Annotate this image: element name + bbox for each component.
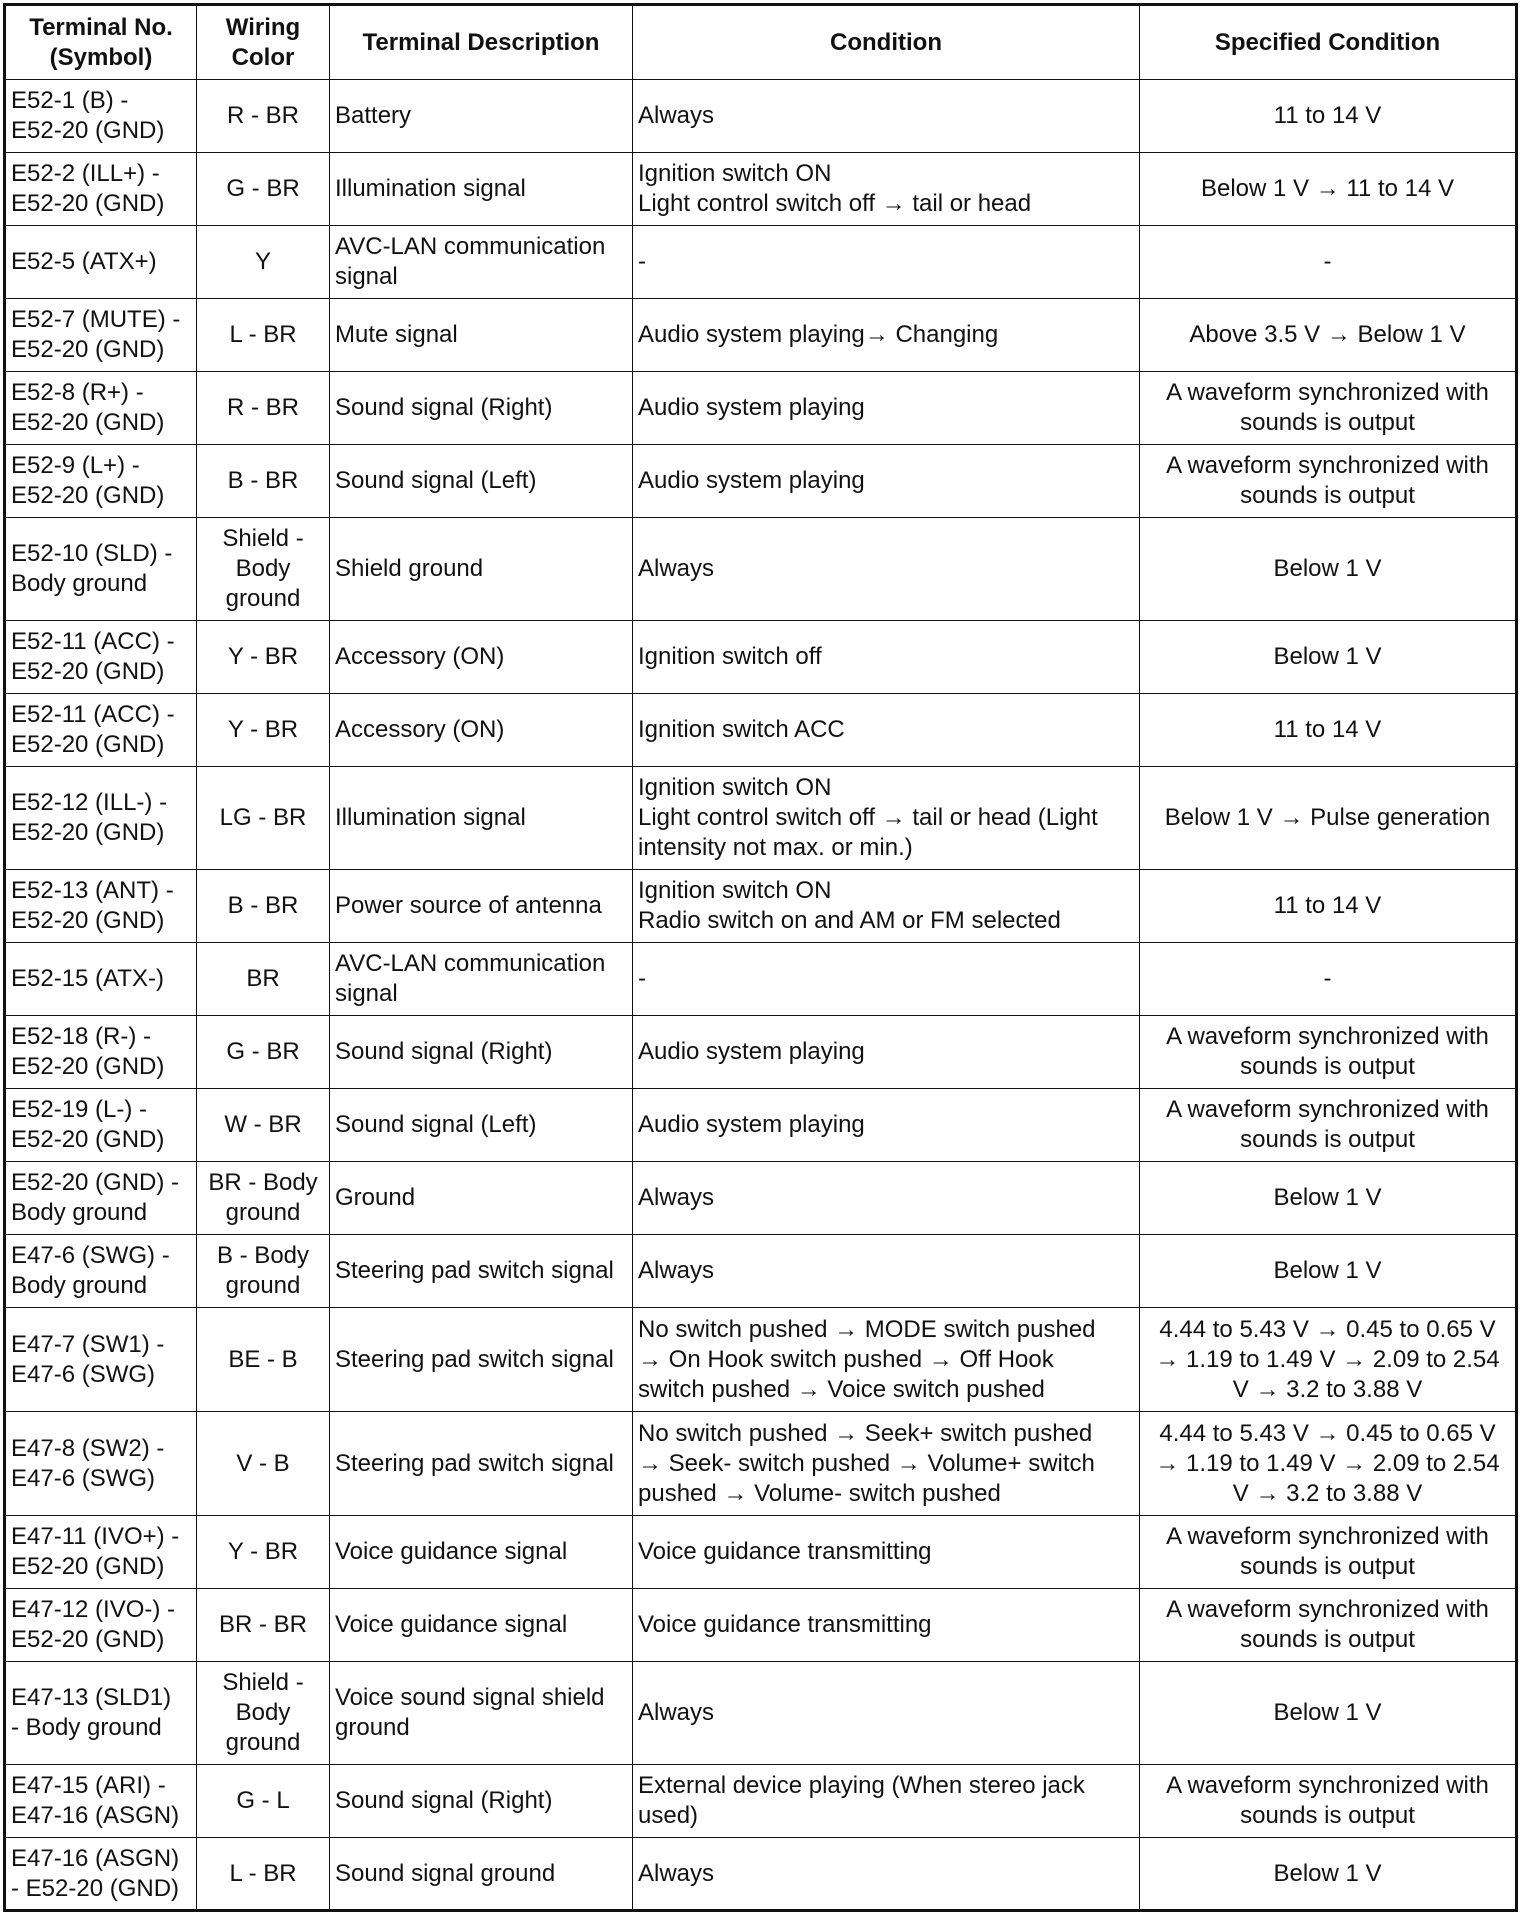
wiring-color-cell: LG - BR bbox=[197, 767, 330, 870]
table-row bbox=[5, 445, 1517, 518]
table-row bbox=[5, 518, 1517, 621]
table-row bbox=[5, 299, 1517, 372]
wiring-color-cell: BR bbox=[197, 943, 330, 1016]
terminal-cell: E47-12 (IVO-) - E52-20 (GND) bbox=[5, 1589, 197, 1662]
description-cell: AVC-LAN communication signal bbox=[330, 943, 633, 1016]
terminal-cell: E52-12 (ILL-) - E52-20 (GND) bbox=[5, 767, 197, 870]
condition-cell: Ignition switch ON Light control switch off → tail or head bbox=[633, 153, 1140, 226]
table-row bbox=[5, 1162, 1517, 1235]
description-cell: Sound signal ground bbox=[330, 1838, 633, 1911]
terminal-cell: E52-15 (ATX-) bbox=[5, 943, 197, 1016]
specified-condition-cell: A waveform synchronized with sounds is output bbox=[1140, 1016, 1517, 1089]
description-cell: Voice guidance signal bbox=[330, 1516, 633, 1589]
wiring-color-cell: Y - BR bbox=[197, 1516, 330, 1589]
wiring-color-cell: G - BR bbox=[197, 153, 330, 226]
table-row bbox=[5, 226, 1517, 299]
table-row bbox=[5, 1662, 1517, 1765]
wiring-color-cell: Shield - Body ground bbox=[197, 518, 330, 621]
wiring-color-cell: R - BR bbox=[197, 80, 330, 153]
terminal-cell: E52-8 (R+) - E52-20 (GND) bbox=[5, 372, 197, 445]
wiring-color-cell: L - BR bbox=[197, 1838, 330, 1911]
condition-cell: No switch pushed → MODE switch pushed → On Hook switch pushed → Off Hook switch pushed → Voice switch pushed bbox=[633, 1308, 1140, 1412]
terminal-cell: E52-18 (R-) - E52-20 (GND) bbox=[5, 1016, 197, 1089]
condition-cell: Always bbox=[633, 1235, 1140, 1308]
specified-condition-cell: Below 1 V bbox=[1140, 1838, 1517, 1911]
specified-condition-cell: Below 1 V → Pulse generation bbox=[1140, 767, 1517, 870]
description-cell: Illumination signal bbox=[330, 767, 633, 870]
header-wiring-color: Wiring Color bbox=[197, 5, 330, 80]
specified-condition-cell: 11 to 14 V bbox=[1140, 694, 1517, 767]
table-row bbox=[5, 943, 1517, 1016]
condition-cell: Ignition switch off bbox=[633, 621, 1140, 694]
wiring-color-cell: Y bbox=[197, 226, 330, 299]
specified-condition-cell: 11 to 14 V bbox=[1140, 80, 1517, 153]
specified-condition-cell: A waveform synchronized with sounds is output bbox=[1140, 1516, 1517, 1589]
description-cell: Steering pad switch signal bbox=[330, 1308, 633, 1412]
condition-cell: Ignition switch ON Light control switch off → tail or head (Light intensity not max. or min.) bbox=[633, 767, 1140, 870]
wiring-color-cell: BR - Body ground bbox=[197, 1162, 330, 1235]
specified-condition-cell: - bbox=[1140, 226, 1517, 299]
header-terminal: Terminal No. (Symbol) bbox=[5, 5, 197, 80]
specified-condition-cell: A waveform synchronized with sounds is output bbox=[1140, 445, 1517, 518]
condition-cell: Audio system playing bbox=[633, 372, 1140, 445]
terminal-cell: E52-2 (ILL+) - E52-20 (GND) bbox=[5, 153, 197, 226]
wiring-color-cell: B - BR bbox=[197, 445, 330, 518]
specified-condition-cell: A waveform synchronized with sounds is output bbox=[1140, 1765, 1517, 1838]
description-cell: Accessory (ON) bbox=[330, 621, 633, 694]
table-row bbox=[5, 153, 1517, 226]
condition-cell: No switch pushed → Seek+ switch pushed → Seek- switch pushed → Volume+ switch pushed → Volume- switch pushed bbox=[633, 1412, 1140, 1516]
wiring-color-cell: B - Body ground bbox=[197, 1235, 330, 1308]
terminal-cell: E52-13 (ANT) - E52-20 (GND) bbox=[5, 870, 197, 943]
table-row bbox=[5, 1589, 1517, 1662]
specified-condition-cell: Below 1 V bbox=[1140, 621, 1517, 694]
description-cell: Shield ground bbox=[330, 518, 633, 621]
description-cell: Mute signal bbox=[330, 299, 633, 372]
condition-cell: Always bbox=[633, 1162, 1140, 1235]
description-cell: Power source of antenna bbox=[330, 870, 633, 943]
table-row bbox=[5, 1016, 1517, 1089]
terminal-cell: E47-8 (SW2) - E47-6 (SWG) bbox=[5, 1412, 197, 1516]
table-row bbox=[5, 767, 1517, 870]
specified-condition-cell: Below 1 V bbox=[1140, 518, 1517, 621]
header-specified-condition: Specified Condition bbox=[1140, 5, 1517, 80]
wiring-color-cell: G - BR bbox=[197, 1016, 330, 1089]
description-cell: Sound signal (Right) bbox=[330, 372, 633, 445]
description-cell: Sound signal (Left) bbox=[330, 445, 633, 518]
table-row bbox=[5, 80, 1517, 153]
table-row bbox=[5, 621, 1517, 694]
table-row bbox=[5, 372, 1517, 445]
condition-cell: Audio system playing bbox=[633, 1089, 1140, 1162]
condition-cell: Always bbox=[633, 518, 1140, 621]
condition-cell: - bbox=[633, 943, 1140, 1016]
condition-cell: Always bbox=[633, 1662, 1140, 1765]
specified-condition-cell: Below 1 V bbox=[1140, 1162, 1517, 1235]
specified-condition-cell: - bbox=[1140, 943, 1517, 1016]
terminal-cell: E52-5 (ATX+) bbox=[5, 226, 197, 299]
specified-condition-cell: A waveform synchronized with sounds is output bbox=[1140, 372, 1517, 445]
condition-cell: - bbox=[633, 226, 1140, 299]
description-cell: Accessory (ON) bbox=[330, 694, 633, 767]
wiring-color-cell: B - BR bbox=[197, 870, 330, 943]
specified-condition-cell: Below 1 V bbox=[1140, 1235, 1517, 1308]
description-cell: Illumination signal bbox=[330, 153, 633, 226]
table-row bbox=[5, 1235, 1517, 1308]
condition-cell: Audio system playing bbox=[633, 445, 1140, 518]
description-cell: Voice guidance signal bbox=[330, 1589, 633, 1662]
condition-cell: Voice guidance transmitting bbox=[633, 1589, 1140, 1662]
header-terminal-description: Terminal Description bbox=[330, 5, 633, 80]
terminal-cell: E47-15 (ARI) - E47-16 (ASGN) bbox=[5, 1765, 197, 1838]
description-cell: AVC-LAN communication signal bbox=[330, 226, 633, 299]
table-row bbox=[5, 1308, 1517, 1412]
condition-cell: Voice guidance transmitting bbox=[633, 1516, 1140, 1589]
terminal-cell: E52-7 (MUTE) - E52-20 (GND) bbox=[5, 299, 197, 372]
wiring-color-cell: G - L bbox=[197, 1765, 330, 1838]
terminal-cell: E47-6 (SWG) - Body ground bbox=[5, 1235, 197, 1308]
description-cell: Steering pad switch signal bbox=[330, 1412, 633, 1516]
terminal-cell: E52-11 (ACC) - E52-20 (GND) bbox=[5, 694, 197, 767]
specified-condition-cell: Below 1 V bbox=[1140, 1662, 1517, 1765]
description-cell: Steering pad switch signal bbox=[330, 1235, 633, 1308]
specified-condition-cell: A waveform synchronized with sounds is output bbox=[1140, 1089, 1517, 1162]
header-condition: Condition bbox=[633, 5, 1140, 80]
description-cell: Sound signal (Right) bbox=[330, 1765, 633, 1838]
wiring-color-cell: W - BR bbox=[197, 1089, 330, 1162]
wiring-color-cell: Y - BR bbox=[197, 621, 330, 694]
wiring-color-cell: R - BR bbox=[197, 372, 330, 445]
specified-condition-cell: 4.44 to 5.43 V → 0.45 to 0.65 V → 1.19 to 1.49 V → 2.09 to 2.54 V → 3.2 to 3.88 V bbox=[1140, 1308, 1517, 1412]
specified-condition-cell: 4.44 to 5.43 V → 0.45 to 0.65 V → 1.19 to 1.49 V → 2.09 to 2.54 V → 3.2 to 3.88 V bbox=[1140, 1412, 1517, 1516]
wiring-color-cell: BE - B bbox=[197, 1308, 330, 1412]
description-cell: Voice sound signal shield ground bbox=[330, 1662, 633, 1765]
header-row bbox=[5, 5, 1517, 80]
condition-cell: Always bbox=[633, 1838, 1140, 1911]
description-cell: Ground bbox=[330, 1162, 633, 1235]
condition-cell: Always bbox=[633, 80, 1140, 153]
terminal-cell: E52-10 (SLD) - Body ground bbox=[5, 518, 197, 621]
terminal-cell: E47-16 (ASGN) - E52-20 (GND) bbox=[5, 1838, 197, 1911]
condition-cell: Audio system playing→ Changing bbox=[633, 299, 1140, 372]
wiring-color-cell: V - B bbox=[197, 1412, 330, 1516]
table-row bbox=[5, 1412, 1517, 1516]
condition-cell: Ignition switch ON Radio switch on and AM or FM selected bbox=[633, 870, 1140, 943]
specified-condition-cell: 11 to 14 V bbox=[1140, 870, 1517, 943]
condition-cell: External device playing (When stereo jack used) bbox=[633, 1765, 1140, 1838]
terminal-cell: E52-19 (L-) - E52-20 (GND) bbox=[5, 1089, 197, 1162]
terminal-cell: E52-11 (ACC) - E52-20 (GND) bbox=[5, 621, 197, 694]
terminal-spec-table bbox=[3, 3, 1518, 1912]
wiring-color-cell: BR - BR bbox=[197, 1589, 330, 1662]
wiring-color-cell: L - BR bbox=[197, 299, 330, 372]
wiring-color-cell: Y - BR bbox=[197, 694, 330, 767]
table-row bbox=[5, 870, 1517, 943]
terminal-cell: E52-20 (GND) - Body ground bbox=[5, 1162, 197, 1235]
terminal-cell: E47-7 (SW1) - E47-6 (SWG) bbox=[5, 1308, 197, 1412]
terminal-cell: E52-9 (L+) - E52-20 (GND) bbox=[5, 445, 197, 518]
condition-cell: Audio system playing bbox=[633, 1016, 1140, 1089]
description-cell: Battery bbox=[330, 80, 633, 153]
terminal-cell: E47-11 (IVO+) - E52-20 (GND) bbox=[5, 1516, 197, 1589]
terminal-cell: E47-13 (SLD1) - Body ground bbox=[5, 1662, 197, 1765]
terminal-cell: E52-1 (B) - E52-20 (GND) bbox=[5, 80, 197, 153]
table-row bbox=[5, 1089, 1517, 1162]
table-row bbox=[5, 1516, 1517, 1589]
table-row bbox=[5, 694, 1517, 767]
table-row bbox=[5, 1765, 1517, 1838]
description-cell: Sound signal (Right) bbox=[330, 1016, 633, 1089]
wiring-color-cell: Shield - Body ground bbox=[197, 1662, 330, 1765]
specified-condition-cell: Below 1 V → 11 to 14 V bbox=[1140, 153, 1517, 226]
condition-cell: Ignition switch ACC bbox=[633, 694, 1140, 767]
description-cell: Sound signal (Left) bbox=[330, 1089, 633, 1162]
specified-condition-cell: A waveform synchronized with sounds is output bbox=[1140, 1589, 1517, 1662]
specified-condition-cell: Above 3.5 V → Below 1 V bbox=[1140, 299, 1517, 372]
